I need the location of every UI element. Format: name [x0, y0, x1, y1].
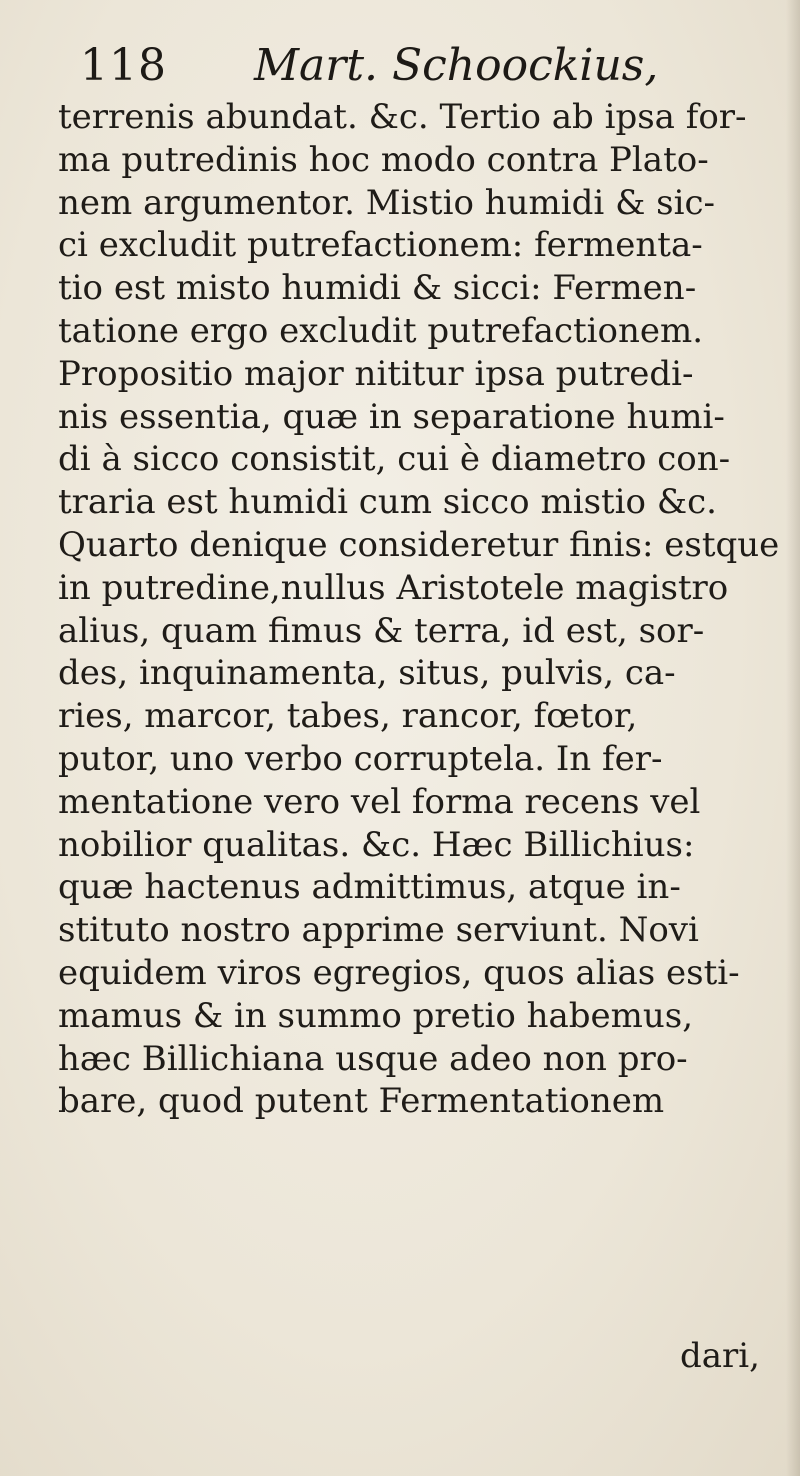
catchword: dari,: [680, 1336, 760, 1376]
text-line: mentatione vero vel forma recens vel: [58, 781, 701, 822]
text-line: bare, quod putent Fermentationem: [58, 1081, 665, 1122]
text-line: quæ hactenus admittimus, atque in-: [58, 867, 681, 908]
text-line: hæc Billichiana usque adeo non pro-: [58, 1038, 688, 1079]
text-line: mamus & in summo pretio habemus,: [58, 995, 694, 1036]
text-line: traria est humidi cum sicco mistio &c.: [58, 482, 717, 523]
text-line: Propositio major nititur ipsa putredi-: [58, 353, 694, 394]
text-line: stituto nostro apprime serviunt. Novi: [58, 910, 699, 951]
page-number: 118: [80, 40, 167, 91]
text-line: ries, marcor, tabes, rancor, fœtor,: [58, 696, 638, 737]
page-edge-shadow: [786, 0, 800, 1476]
text-line: tio est misto humidi & sicci: Fermen-: [58, 268, 697, 309]
text-line: putor, uno verbo corruptela. In fer-: [58, 738, 663, 779]
text-line: nobilior qualitas. &c. Hæc Billichius:: [58, 824, 695, 865]
text-line: nis essentia, quæ in separatione humi-: [58, 396, 725, 437]
text-line: des, inquinamenta, situs, pulvis, ca-: [58, 653, 676, 694]
text-line: alius, quam fimus & terra, id est, sor-: [58, 610, 705, 651]
text-line: equidem viros egregios, quos alias esti-: [58, 952, 740, 993]
text-line: Quarto denique consideretur finis: estque: [58, 524, 780, 565]
body-text: [58, 96, 780, 1123]
text-line: di à sicco consistit, cui è diametro con-: [58, 439, 731, 480]
text-line: tatione ergo excludit putrefactionem.: [58, 310, 704, 351]
text-line: terrenis abundat. &c. Tertio ab ipsa for-: [58, 97, 747, 137]
text-line: nem argumentor. Mistio humidi & sic-: [58, 182, 716, 223]
text-line: ma putredinis hoc modo contra Plato-: [58, 139, 709, 180]
running-head: Mart. Schoockius,: [254, 40, 659, 91]
page-header: [64, 36, 744, 96]
text-line: ci excludit putrefactionem: fermenta-: [58, 225, 703, 266]
text-line: in putredine,nullus Aristotele magistro: [58, 567, 729, 608]
